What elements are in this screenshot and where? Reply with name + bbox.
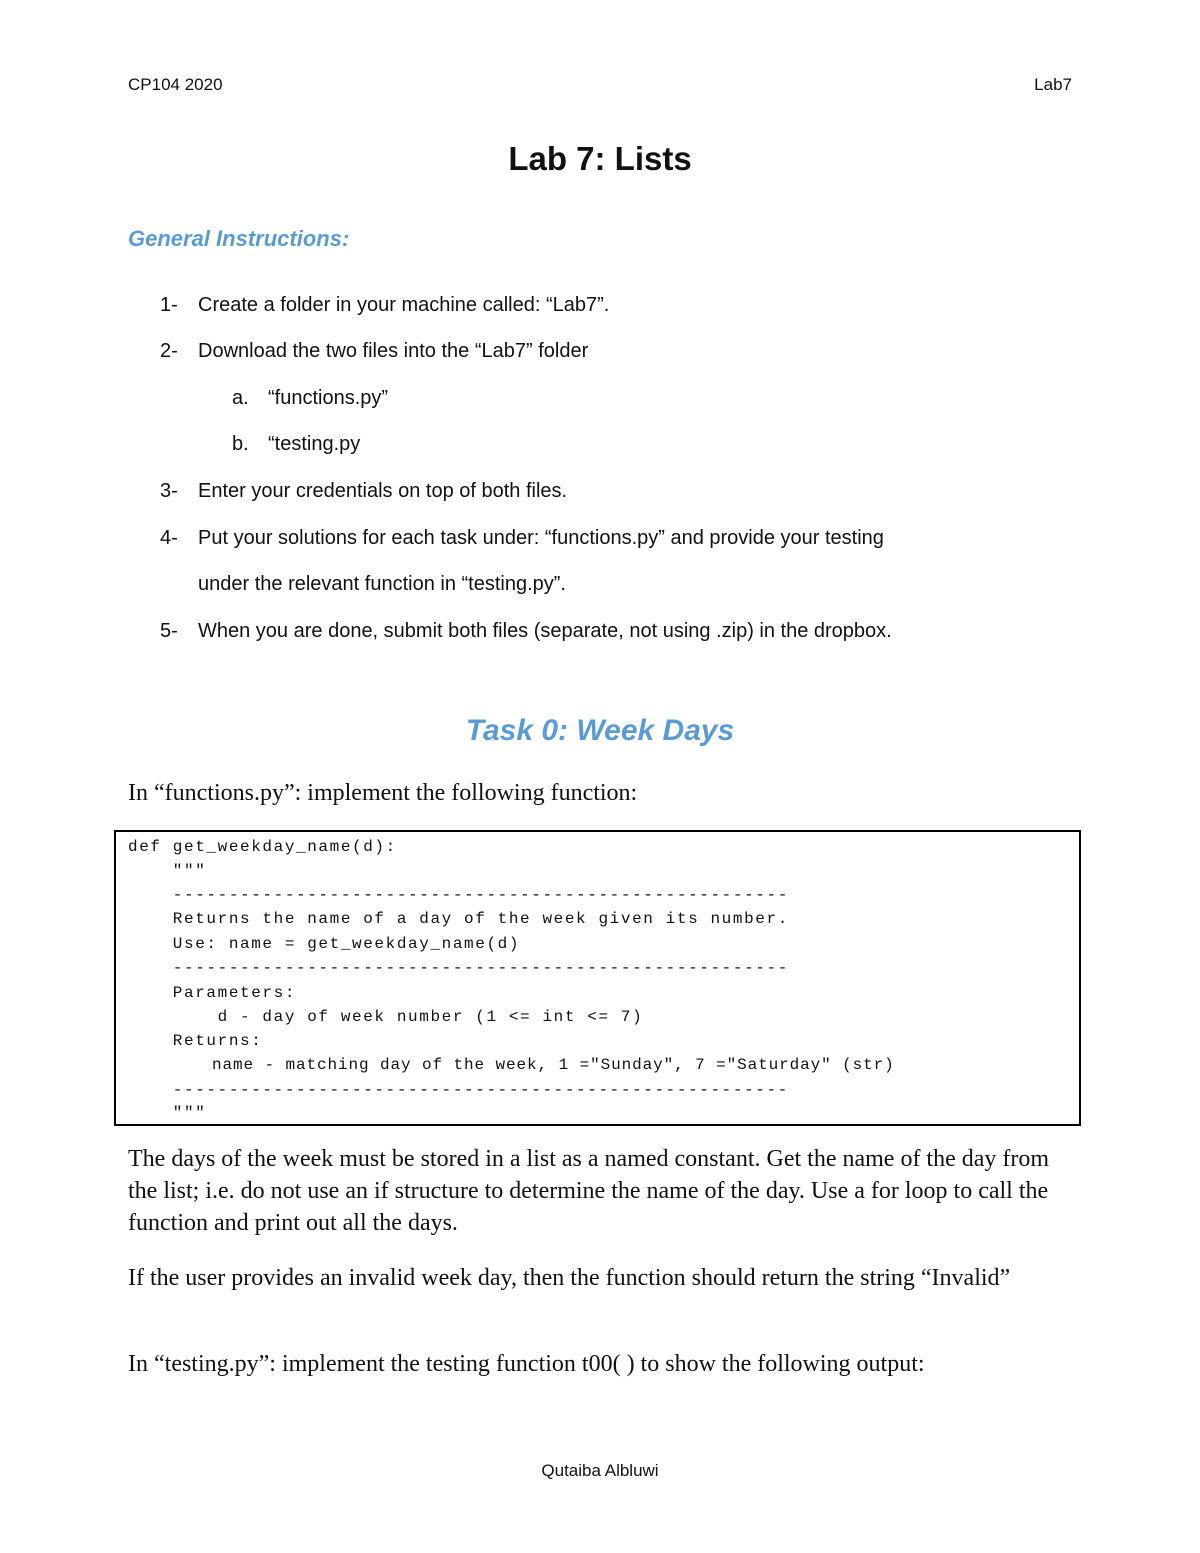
code-line: name - matching day of the week, 1 ="Sunday", 7 ="Saturday" (str)	[128, 1056, 895, 1074]
step-text: Create a folder in your machine called: “Lab7”.	[198, 294, 610, 316]
code-line: -------------------------------------------------------	[128, 886, 789, 904]
instruction-step-4-continuation: under the relevant function in “testing.py”.	[198, 573, 566, 595]
page-footer-author: Qutaiba Albluwi	[541, 1461, 659, 1480]
step-number: 4-	[160, 527, 178, 549]
substep-letter: b.	[232, 433, 249, 455]
task-intro: In “functions.py”: implement the following function:	[128, 780, 638, 806]
step-number: 2-	[160, 340, 178, 362]
step-number: 3-	[160, 480, 178, 502]
code-line: -------------------------------------------------------	[128, 959, 789, 977]
step-text: Download the two files into the “Lab7” folder	[198, 340, 589, 362]
substep-text: “functions.py”	[268, 387, 389, 409]
task-paragraph-2: If the user provides an invalid week day, then the function should return the string “Invalid”	[128, 1265, 1011, 1291]
header-lab: Lab7	[1034, 75, 1072, 94]
header-course: CP104 2020	[128, 75, 223, 94]
step-text: Put your solutions for each task under: “functions.py” and provide your testing	[198, 527, 884, 549]
step-number: 1-	[160, 294, 178, 316]
substep-letter: a.	[232, 387, 249, 409]
step-text: When you are done, submit both files (separate, not using .zip) in the dropbox.	[198, 620, 892, 642]
code-line: Parameters:	[128, 984, 297, 1002]
code-line: d - day of week number (1 <= int <= 7)	[128, 1008, 644, 1026]
code-block	[114, 830, 1081, 1126]
page-title: Lab 7: Lists	[508, 140, 692, 177]
general-instructions-heading: General Instructions:	[128, 226, 350, 251]
substep-text: “testing.py	[268, 433, 361, 455]
step-text: Enter your credentials on top of both files.	[198, 480, 568, 502]
code-line: Use: name = get_weekday_name(d)	[128, 935, 521, 953]
code-line: Returns the name of a day of the week given its number.	[128, 910, 789, 928]
code-line: Returns:	[128, 1032, 263, 1050]
code-line: def get_weekday_name(d):	[128, 838, 397, 856]
step-number: 5-	[160, 620, 178, 642]
task-paragraph-1: The days of the week must be stored in a list as a named constant. Get the name of the day from the list; i.e. do not use an if structure to determine the name of the day. Use a for loop to call the function and print out all the days.	[128, 1146, 1050, 1236]
code-line: """	[128, 1104, 207, 1122]
task-paragraph-3: In “testing.py”: implement the testing function t00( ) to show the following output:	[128, 1351, 925, 1377]
code-line: -------------------------------------------------------	[128, 1081, 789, 1099]
task-heading: Task 0: Week Days	[465, 714, 735, 747]
code-line: """	[128, 862, 207, 880]
